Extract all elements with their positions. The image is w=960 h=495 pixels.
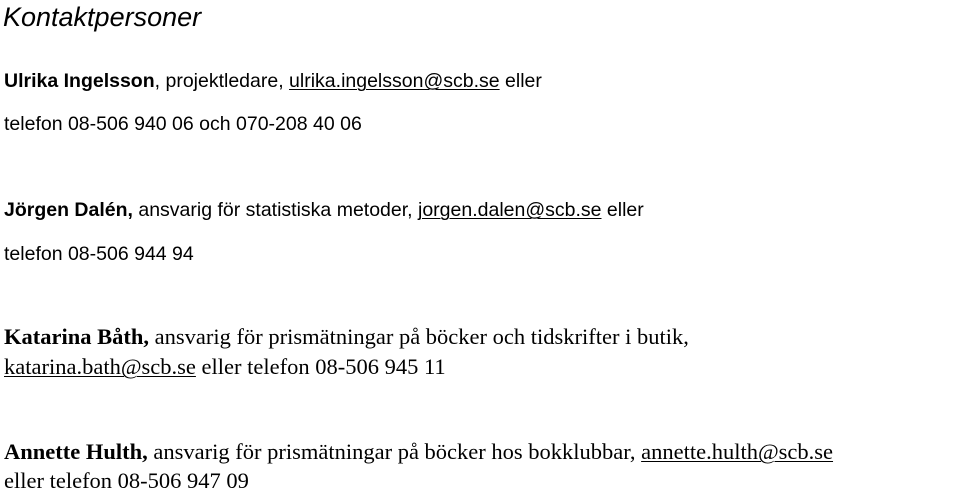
contact-role: ansvarig för prismätningar på böcker hos bokklubbar, bbox=[147, 439, 642, 464]
contact-ulrika-line-1 bbox=[4, 68, 542, 94]
contact-jorgen-phone: telefon 08-506 944 94 bbox=[4, 243, 194, 265]
contact-role: ansvarig för statistiska metoder, bbox=[132, 199, 418, 221]
contact-email-link[interactable]: katarina.bath@scb.se bbox=[4, 354, 196, 379]
contact-phone: eller telefon 08-506 945 11 bbox=[195, 354, 446, 379]
contact-name: Ulrika Ingelsson bbox=[4, 70, 155, 92]
contact-name: Katarina Båth, bbox=[4, 324, 150, 349]
contact-ulrika-phone: telefon 08-506 940 06 och 070-208 40 06 bbox=[4, 113, 362, 135]
contact-katarina-line-2 bbox=[4, 354, 446, 380]
contact-name: Annette Hulth, bbox=[4, 439, 148, 464]
contact-annette-phone: eller telefon 08-506 947 09 bbox=[4, 468, 249, 493]
contact-role: ansvarig för prismätningar på böcker och tidskrifter i butik, bbox=[149, 324, 689, 349]
contact-jorgen-line-1 bbox=[4, 197, 644, 223]
page-title: Kontaktpersoner bbox=[3, 2, 202, 32]
contact-name: Jörgen Dalén, bbox=[4, 199, 133, 221]
contact-email-link[interactable]: ulrika.ingelsson@scb.se bbox=[289, 70, 500, 92]
contact-conjunction: eller bbox=[601, 199, 644, 221]
contact-email-link[interactable]: jorgen.dalen@scb.se bbox=[418, 199, 602, 221]
contact-annette-line-1 bbox=[4, 439, 833, 465]
contact-role: , projektledare, bbox=[154, 70, 290, 92]
contact-email-link[interactable]: annette.hulth@scb.se bbox=[641, 439, 834, 464]
contact-katarina-line-1 bbox=[4, 324, 689, 350]
contact-conjunction: eller bbox=[499, 70, 542, 92]
